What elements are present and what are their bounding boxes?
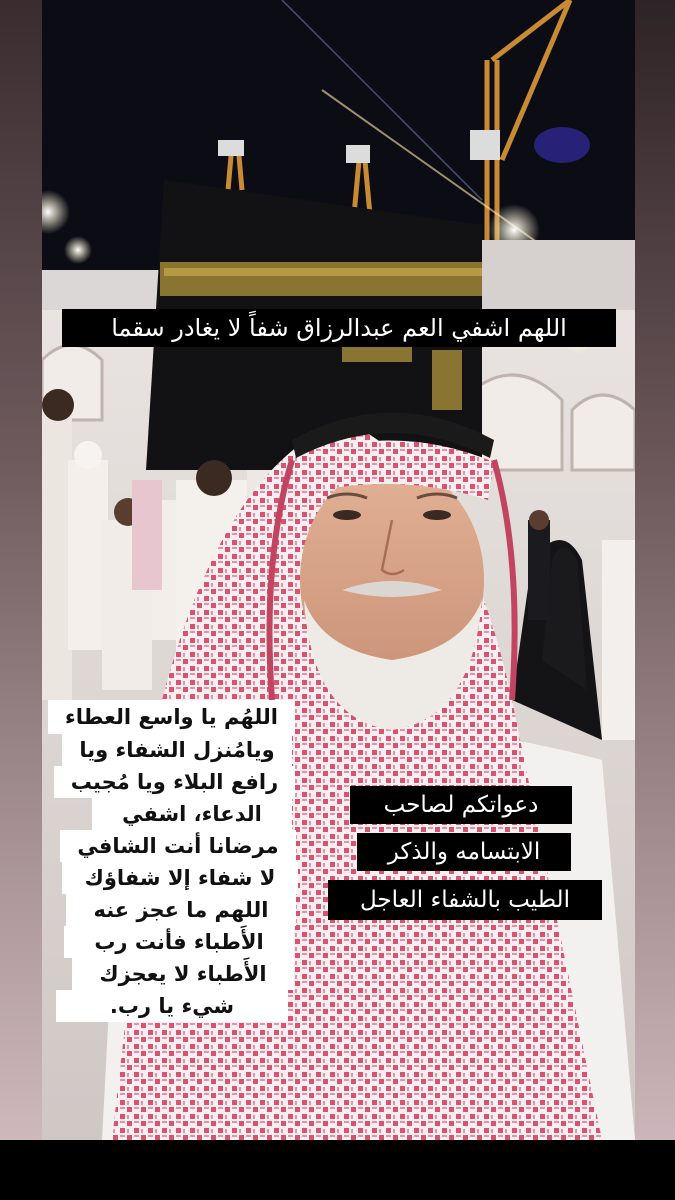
prayer-line: مرضانا أنت الشافي xyxy=(60,830,296,862)
caption-right-line: دعواتكم لصاحب xyxy=(350,786,572,824)
floodlight-icon xyxy=(64,236,92,264)
prayer-line: الأَطباء فأنت رب xyxy=(64,926,294,958)
caption-top: اللهم اشفي العم عبدالرزاق شفاً لا يغادر سقما xyxy=(62,309,616,347)
left-blur-margin xyxy=(0,0,42,1140)
prayer-line: الأَطباء لا يعجزك xyxy=(72,958,294,990)
prayer-line: ويامُنزل الشفاء ويا xyxy=(62,734,292,766)
caption-right-line: الابتسامه والذكر xyxy=(357,833,571,871)
prayer-line: اللهم ما عجز عنه xyxy=(66,894,296,926)
right-blur-margin xyxy=(635,0,675,1140)
bottom-black-bar xyxy=(0,1140,675,1200)
prayer-line: شيء يا رب. xyxy=(56,990,288,1022)
prayer-line: الدعاء، اشفي xyxy=(92,798,292,830)
prayer-line: اللهُم يا واسع العطاء xyxy=(48,700,295,734)
prayer-line: رافع البلاء ويا مُجيب xyxy=(54,766,295,798)
prayer-line: لا شفاء إلا شفاؤك xyxy=(62,862,298,894)
caption-right-line: الطيب بالشفاء العاجل xyxy=(328,880,602,920)
